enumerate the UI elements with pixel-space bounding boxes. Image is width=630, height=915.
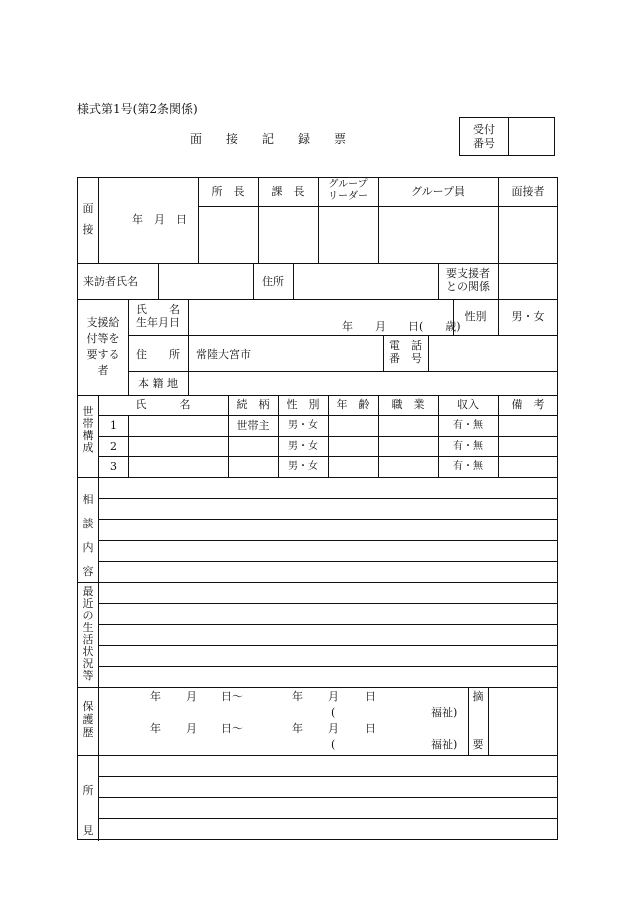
opinion-label: 所 見 [82, 784, 94, 837]
household-row-income[interactable]: 有・無 [453, 441, 483, 452]
household-header-occupation: 職 業 [391, 398, 425, 411]
receipt-number-field[interactable] [509, 118, 554, 155]
period-from-day: 日〜 [221, 690, 243, 703]
household-header-remarks: 備 考 [511, 398, 545, 411]
household-row-no: 2 [110, 440, 117, 453]
role-group-member: グループ員 [410, 185, 466, 198]
household-row-no: 1 [110, 419, 117, 432]
title-char: 票 [334, 132, 347, 146]
summary-label-top: 摘 [472, 690, 484, 703]
form-number: 様式第1号(第2条関係) [77, 102, 198, 116]
period-to-day: 日 [365, 690, 376, 703]
household-header-relation: 続 柄 [236, 398, 270, 411]
period-from-year: 年 [150, 690, 161, 703]
receipt-number-label: 受付 番号 [460, 118, 509, 155]
household-label: 世 帯 構 成 [82, 405, 94, 454]
role-director: 所 長 [211, 185, 245, 198]
role-interviewer: 面接者 [511, 185, 545, 198]
welfare-office-label: 福祉) [431, 738, 458, 751]
period-from-month: 月 [186, 690, 197, 703]
address-label: 住 所 [136, 348, 180, 361]
period-to-month: 月 [328, 690, 339, 703]
household-row-relation[interactable]: 世帯主 [236, 419, 270, 432]
page-title [190, 130, 370, 147]
welfare-office-label: 福祉) [431, 706, 458, 719]
title-char: 録 [298, 132, 311, 146]
office-paren-open: ( [331, 738, 336, 751]
interview-form-table [77, 177, 558, 840]
phone-label: 電 話 番 号 [389, 339, 422, 365]
household-header-name: 氏 名 [135, 398, 191, 411]
address-value[interactable]: 常陸大宮市 [196, 348, 251, 361]
recent-life-label: 最 近 の 生 活 状 況 等 [82, 585, 94, 682]
interview-date: 年 月 日 [132, 213, 187, 226]
period-to-day: 日 [365, 722, 376, 735]
gender-label: 性別 [464, 310, 487, 323]
office-paren-open: ( [331, 706, 336, 719]
period-to-year: 年 [292, 690, 303, 703]
consultation-label: 相 談 内 容 [82, 493, 94, 578]
birthdate-format: 年 月 日( 歳) [342, 320, 461, 333]
protection-history-label: 保 護 歴 [82, 700, 94, 739]
household-row-income[interactable]: 有・無 [453, 461, 483, 472]
title-char: 面 [190, 132, 203, 146]
summary-label-bottom: 要 [472, 738, 484, 751]
period-from-year: 年 [150, 722, 161, 735]
domicile-label: 本 籍 地 [138, 377, 178, 390]
gender-value[interactable]: 男・女 [511, 310, 545, 323]
period-from-month: 月 [186, 722, 197, 735]
period-to-year: 年 [292, 722, 303, 735]
household-row-income[interactable]: 有・無 [453, 420, 483, 431]
household-header-gender: 性 別 [286, 398, 320, 411]
household-row-gender[interactable]: 男・女 [288, 441, 318, 452]
receipt-number-box [459, 117, 555, 156]
relation-label: 要支援者 との関係 [446, 267, 490, 293]
household-row-gender[interactable]: 男・女 [288, 420, 318, 431]
household-header-income: 収入 [457, 398, 479, 411]
household-header-age: 年 齢 [336, 398, 370, 411]
period-from-day: 日〜 [221, 722, 243, 735]
period-to-month: 月 [328, 722, 339, 735]
name-birthdate-label: 氏 名 生年月日 [136, 303, 180, 329]
household-row-no: 3 [110, 460, 117, 473]
role-group-leader: グループ リーダー [328, 179, 368, 202]
title-char: 接 [226, 132, 239, 146]
household-row-gender[interactable]: 男・女 [288, 461, 318, 472]
title-char: 記 [262, 132, 275, 146]
interview-label: 面 接 [82, 202, 94, 236]
role-section-chief: 課 長 [271, 185, 305, 198]
visitor-address-label: 住所 [262, 275, 284, 288]
support-recipient-label: 支援給 付等を 要する 者 [86, 316, 120, 377]
visitor-name-label: 来訪者氏名 [83, 275, 138, 288]
